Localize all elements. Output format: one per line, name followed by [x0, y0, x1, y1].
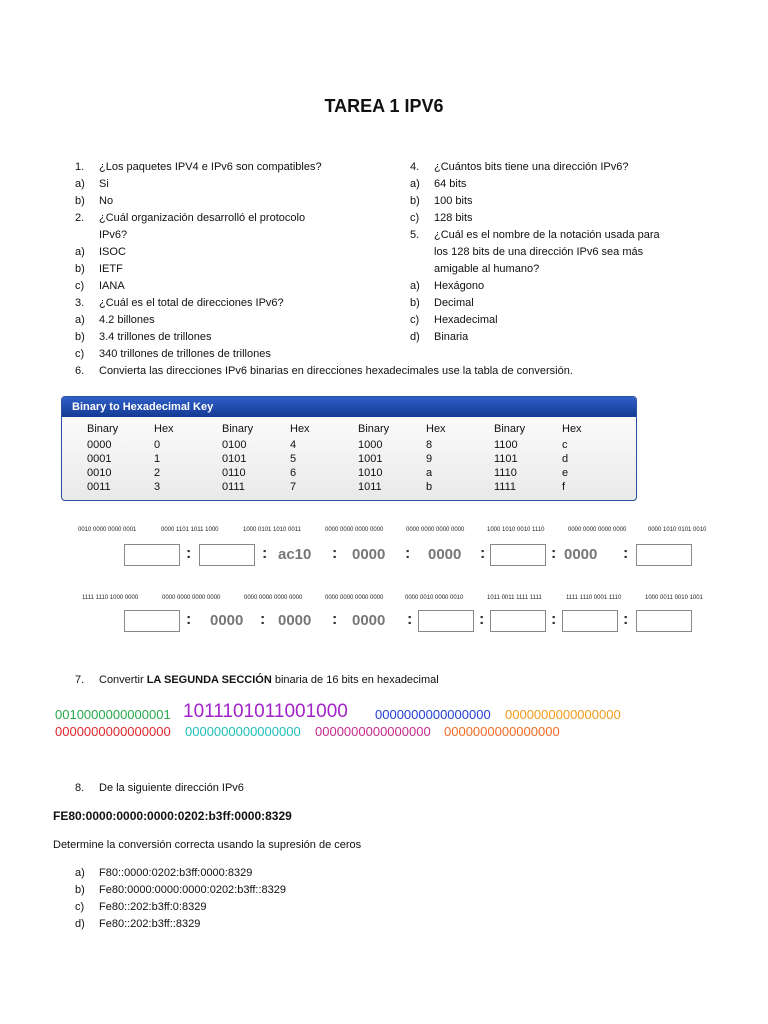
table-cell: 1011 [358, 481, 382, 493]
item-text: 340 trillones de trillones de trillones [99, 348, 271, 360]
column-header: Binary [494, 423, 526, 435]
option-text: F80::0000:0202:b3ff:0000:8329 [99, 867, 253, 879]
table-cell: 1111 [494, 481, 517, 493]
list-item [75, 278, 395, 295]
list-item [410, 210, 710, 227]
table-cell: 1 [154, 453, 161, 465]
marker: a) [75, 314, 85, 326]
marker: b) [410, 297, 420, 309]
marker: 5. [410, 229, 420, 241]
item-text: Decimal [434, 297, 474, 309]
binary-group: 0000 0010 0000 0010 [405, 595, 464, 601]
table-cell: 0000 [87, 439, 112, 451]
marker [75, 227, 99, 244]
item-text: 128 bits [434, 212, 473, 224]
table-cell: 8 [426, 439, 433, 451]
table-cell: 1000 [358, 439, 383, 451]
marker: 2. [75, 212, 85, 224]
marker: a) [410, 178, 420, 190]
colon-separator: : [405, 545, 411, 562]
marker: 6. [75, 365, 85, 377]
colon-separator: : [480, 545, 486, 562]
given-hex-group: 0000 [428, 546, 462, 563]
colon-separator: : [262, 545, 268, 562]
list-item [75, 244, 395, 261]
list-item [410, 176, 710, 193]
binary-group: 1111 1110 0001 1110 [566, 595, 622, 601]
ipv6-address: FE80:0000:0000:0000:0202:b3ff:0000:8329 [53, 809, 292, 823]
marker: a) [410, 280, 420, 292]
list-item [75, 261, 395, 278]
binary-hex-key-table [61, 396, 637, 501]
list-item [410, 159, 710, 176]
table-cell: 1101 [494, 453, 518, 465]
item-text: 3.4 trillones de trillones [99, 331, 212, 343]
marker: 8. [75, 782, 85, 794]
list-item [75, 176, 395, 193]
list-item [410, 295, 710, 312]
table-cell: 0100 [222, 439, 247, 451]
binary-group: 1000 1010 0010 1110 [487, 527, 545, 533]
marker: a) [75, 178, 85, 190]
table-cell: 4 [290, 439, 297, 451]
table-cell: 9 [426, 453, 433, 465]
marker: c) [410, 212, 420, 224]
item-text: ¿Los paquetes IPV4 e IPv6 son compatibles? [99, 161, 322, 173]
binary-section: 0000000000000000 [375, 707, 491, 722]
column-header: Binary [222, 423, 254, 435]
table-cell: 1010 [358, 467, 383, 479]
marker: c) [410, 314, 420, 326]
item-text: 4.2 billones [99, 314, 155, 326]
binary-section: 0000000000000000 [185, 724, 301, 739]
option-text: Fe80::202:b3ff::8329 [99, 918, 201, 930]
hex-answer-field[interactable] [199, 544, 255, 566]
marker: b) [75, 331, 85, 343]
answer-option [75, 899, 715, 916]
binary-group: 0000 0000 0000 0000 [406, 527, 465, 533]
question-text: binaria de 16 bits en hexadecimal [271, 674, 439, 686]
question-8-options [75, 865, 715, 933]
table-cell: 0010 [87, 467, 112, 479]
item-text: De la siguiente dirección IPv6 [99, 782, 244, 794]
table-cell: b [426, 481, 433, 493]
option-text: Fe80:0000:0000:0000:0202:b3ff::8329 [99, 884, 286, 896]
marker: b) [75, 263, 85, 275]
table-cell: 3 [154, 481, 161, 493]
table-cell: 0111 [222, 481, 245, 493]
binary-section-highlighted: 1011101011001000 [183, 701, 348, 722]
marker: 1. [75, 161, 85, 173]
given-hex-group: 0000 [210, 612, 244, 629]
list-item [410, 244, 710, 261]
colon-separator: : [551, 545, 557, 562]
marker: c) [75, 348, 85, 360]
marker: b) [75, 195, 85, 207]
hex-answer-field[interactable] [636, 544, 692, 566]
column-header: Hex [154, 423, 174, 435]
column-header: Hex [426, 423, 446, 435]
list-item [75, 159, 395, 176]
item-text: Hexágono [434, 280, 485, 292]
marker: 7. [75, 674, 85, 686]
list-item [410, 278, 710, 295]
table-cell: d [562, 453, 569, 465]
list-item [410, 193, 710, 210]
given-hex-group: 0000 [352, 546, 386, 563]
marker: a) [75, 867, 85, 879]
binary-section: 0000000000000000 [444, 724, 560, 739]
binary-group: 1000 0101 1010 0011 [243, 527, 301, 533]
table-cell: 1110 [494, 467, 517, 479]
table-cell: 0001 [87, 453, 112, 465]
hex-answer-field[interactable] [490, 610, 546, 632]
colon-separator: : [186, 611, 192, 628]
given-hex-group: 0000 [352, 612, 386, 629]
item-text: ¿Cuántos bits tiene una dirección IPv6? [434, 161, 629, 173]
binary-group: 0000 0000 0000 0000 [325, 595, 384, 601]
marker: a) [75, 246, 85, 258]
item-text: Binaria [434, 331, 469, 343]
list-item [410, 261, 710, 278]
table-cell: 1100 [494, 439, 518, 451]
answer-option [75, 882, 715, 899]
exercise-2 [0, 595, 768, 645]
binary-section: 0010000000000001 [55, 707, 171, 722]
column-header: Binary [87, 423, 119, 435]
item-text: Convierta las direcciones IPv6 binarias en direcciones hexadecimales use la tabla de conversión. [99, 365, 573, 377]
list-item [75, 312, 395, 329]
item-text: ¿Cuál es el total de direcciones IPv6? [99, 297, 284, 309]
list-item [410, 227, 710, 244]
list-item [75, 210, 395, 227]
colon-separator: : [332, 545, 338, 562]
table-cell: 1001 [358, 453, 383, 465]
exercise-1 [0, 527, 768, 577]
colon-separator: : [407, 611, 413, 628]
item-text: 100 bits [434, 195, 473, 207]
item-text: ¿Cuál es el nombre de la notación usada para [434, 229, 660, 241]
question-6 [75, 363, 715, 380]
question-8 [75, 780, 715, 797]
item-text: No [99, 195, 114, 207]
colon-separator: : [479, 611, 485, 628]
colon-separator: : [186, 545, 192, 562]
table-cell: 0110 [222, 467, 246, 479]
given-hex-group: 0000 [564, 546, 598, 563]
item-text: IPv6? [99, 229, 128, 241]
option-text: Fe80::202:b3ff:0:8329 [99, 901, 207, 913]
question-7 [75, 672, 715, 689]
marker: c) [75, 280, 85, 292]
table-cell: c [562, 439, 568, 451]
question-text: Convertir [99, 674, 147, 686]
table-cell: 5 [290, 453, 297, 465]
marker: c) [75, 901, 85, 913]
table-cell: f [562, 481, 566, 493]
list-item [75, 227, 395, 244]
marker [410, 244, 434, 261]
binary-group: 1000 0011 0010 1001 [645, 595, 703, 601]
list-item [75, 329, 395, 346]
item-text: Si [99, 178, 109, 190]
binary-section: 0000000000000000 [55, 724, 171, 739]
binary-group: 1011 0011 1111 1111 [487, 595, 542, 601]
table-cell: 7 [290, 481, 297, 493]
list-item [410, 312, 710, 329]
page-title: TAREA 1 IPV6 [324, 96, 444, 116]
binary-group: 0010 0000 0000 0001 [78, 527, 137, 533]
binary-section: 0000000000000000 [315, 724, 431, 739]
questions-right-column [410, 159, 710, 346]
binary-group: 1111 1110 1000 0000 [82, 595, 139, 601]
column-header: Hex [290, 423, 310, 435]
binary-group: 0000 0000 0000 0000 [162, 595, 221, 601]
marker [410, 261, 434, 278]
given-hex-group: 0000 [278, 612, 312, 629]
instruction-text: Determine la conversión correcta usando la supresión de ceros [53, 839, 362, 851]
binary-group: 0000 1101 1011 1000 [161, 527, 219, 533]
list-item [75, 346, 395, 363]
colon-separator: : [551, 611, 557, 628]
binary-section: 0000000000000000 [505, 707, 621, 722]
marker: b) [75, 884, 85, 896]
questions-left-column [75, 159, 395, 363]
marker: 4. [410, 161, 420, 173]
hex-answer-field[interactable] [418, 610, 474, 632]
colon-separator: : [332, 611, 338, 628]
column-header: Binary [358, 423, 390, 435]
hex-answer-field[interactable] [124, 544, 180, 566]
colon-separator: : [260, 611, 266, 628]
colon-separator: : [623, 545, 629, 562]
colon-separator: : [623, 611, 629, 628]
item-text: Hexadecimal [434, 314, 498, 326]
hex-answer-field[interactable] [636, 610, 692, 632]
table-cell: 6 [290, 467, 297, 479]
colored-binary-address [0, 700, 768, 745]
list-item [75, 295, 395, 312]
answer-option [75, 916, 715, 933]
hex-answer-field[interactable] [562, 610, 618, 632]
given-hex-group: ac10 [278, 546, 312, 563]
hex-answer-field[interactable] [124, 610, 180, 632]
binary-group: 0000 0000 0000 0000 [325, 527, 384, 533]
binary-group: 0000 0000 0000 0000 [568, 527, 627, 533]
item-text: ISOC [99, 246, 126, 258]
table-cell: 0011 [87, 481, 111, 493]
marker: 3. [75, 297, 85, 309]
list-item [410, 329, 710, 346]
item-text: los 128 bits de una dirección IPv6 sea más [434, 246, 644, 258]
item-text: amigable al humano? [434, 263, 540, 275]
binary-group: 0000 0000 0000 0000 [244, 595, 303, 601]
emphasis-text: LA SEGUNDA SECCIÓN [146, 674, 272, 686]
table-cell: 0101 [222, 453, 247, 465]
answer-option [75, 865, 715, 882]
marker: d) [410, 331, 420, 343]
item-text: 64 bits [434, 178, 467, 190]
marker: d) [75, 918, 85, 930]
binary-group: 0000 1010 0101 0010 [648, 527, 707, 533]
table-cell: e [562, 467, 569, 479]
item-text: ¿Cuál organización desarrolló el protocolo [99, 212, 306, 224]
item-text: IANA [99, 280, 125, 292]
table-cell: a [426, 467, 433, 479]
item-text: IETF [99, 263, 123, 275]
column-header: Hex [562, 423, 582, 435]
list-item [75, 193, 395, 210]
hex-answer-field[interactable] [490, 544, 546, 566]
marker: b) [410, 195, 420, 207]
table-title: Binary to Hexadecimal Key [62, 397, 636, 417]
table-cell: 2 [154, 467, 161, 479]
table-cell: 0 [154, 439, 161, 451]
